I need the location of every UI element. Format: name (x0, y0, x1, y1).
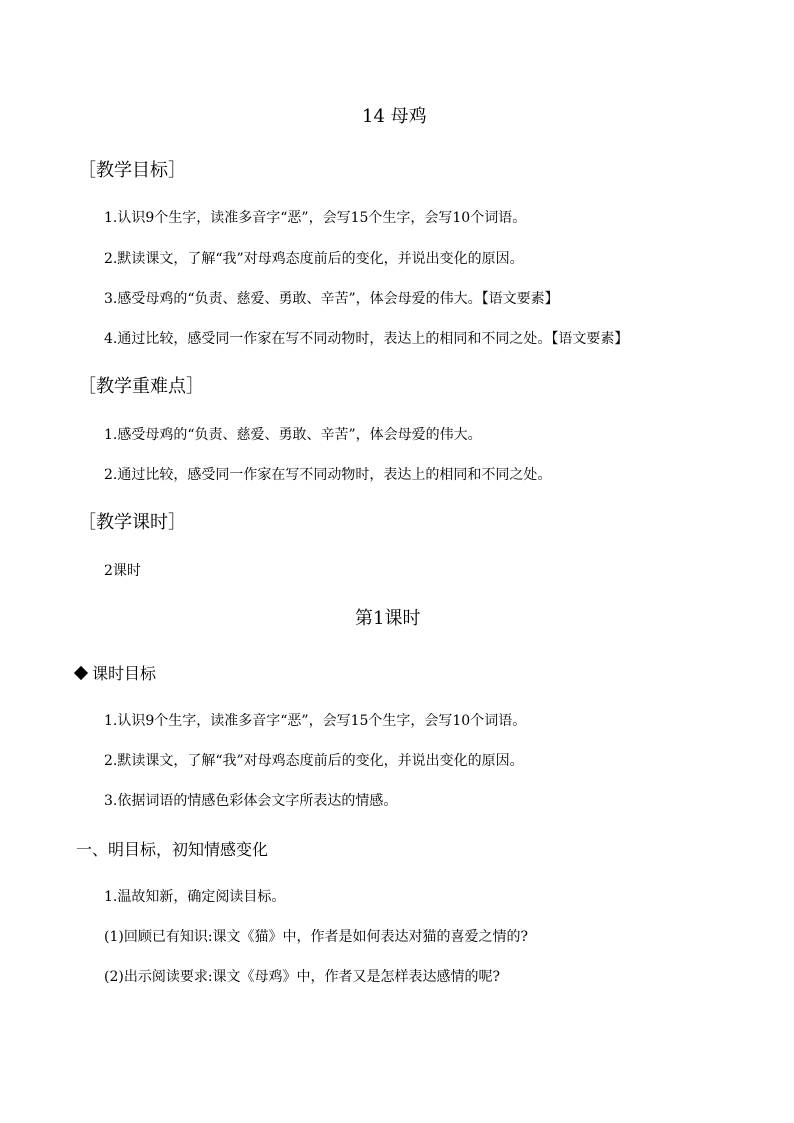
goal-item: 2.默读课文，了解“我”对母鸡态度前后的变化，并说出变化的原因。 (104, 251, 524, 267)
hours-value: 2课时 (104, 563, 141, 579)
lesson-goal-heading (76, 666, 156, 682)
goal-item: 4.通过比较，感受同一作家在写不同动物时，表达上的相同和不同之处。【语文要素】 (104, 331, 629, 347)
lesson-title: 第1课时 (355, 608, 421, 629)
part1-item: (2)出示阅读要求:课文《母鸡》中，作者又是怎样表达感情的呢? (104, 969, 501, 985)
lesson-goal-heading-text: 课时目标 (92, 664, 157, 683)
lesson-goal-item: 3.依据词语的情感色彩体会文字所表达的情感。 (104, 793, 398, 809)
hours-heading: ［教学课时］ (78, 512, 186, 533)
document-title: 14 母鸡 (362, 106, 427, 127)
key-point-item: 1.感受母鸡的“负责、慈爱、勇敢、辛苦”，体会母爱的伟大。 (104, 427, 482, 443)
key-points-heading: ［教学重难点］ (78, 376, 204, 397)
diamond-bullet-icon (74, 666, 88, 680)
goals-heading: ［教学目标］ (78, 160, 186, 181)
key-point-item: 2.通过比较，感受同一作家在写不同动物时，表达上的相同和不同之处。 (104, 467, 552, 483)
goal-item: 1.认识9个生字，读准多音字“恶”，会写15个生字，会写10个词语。 (104, 210, 527, 226)
part1-item: 1.温故知新，确定阅读目标。 (104, 889, 286, 905)
part1-heading: 一、明目标，初知情感变化 (76, 840, 269, 859)
part1-item: (1)回顾已有知识:课文《猫》中，作者是如何表达对猫的喜爱之情的? (104, 929, 529, 945)
goal-item: 3.感受母鸡的“负责、慈爱、勇敢、辛苦”，体会母爱的伟大。【语文要素】 (104, 291, 559, 307)
lesson-goal-item: 2.默读课文，了解“我”对母鸡态度前后的变化，并说出变化的原因。 (104, 753, 524, 769)
lesson-goal-item: 1.认识9个生字，读准多音字“恶”，会写15个生字，会写10个词语。 (104, 713, 527, 729)
